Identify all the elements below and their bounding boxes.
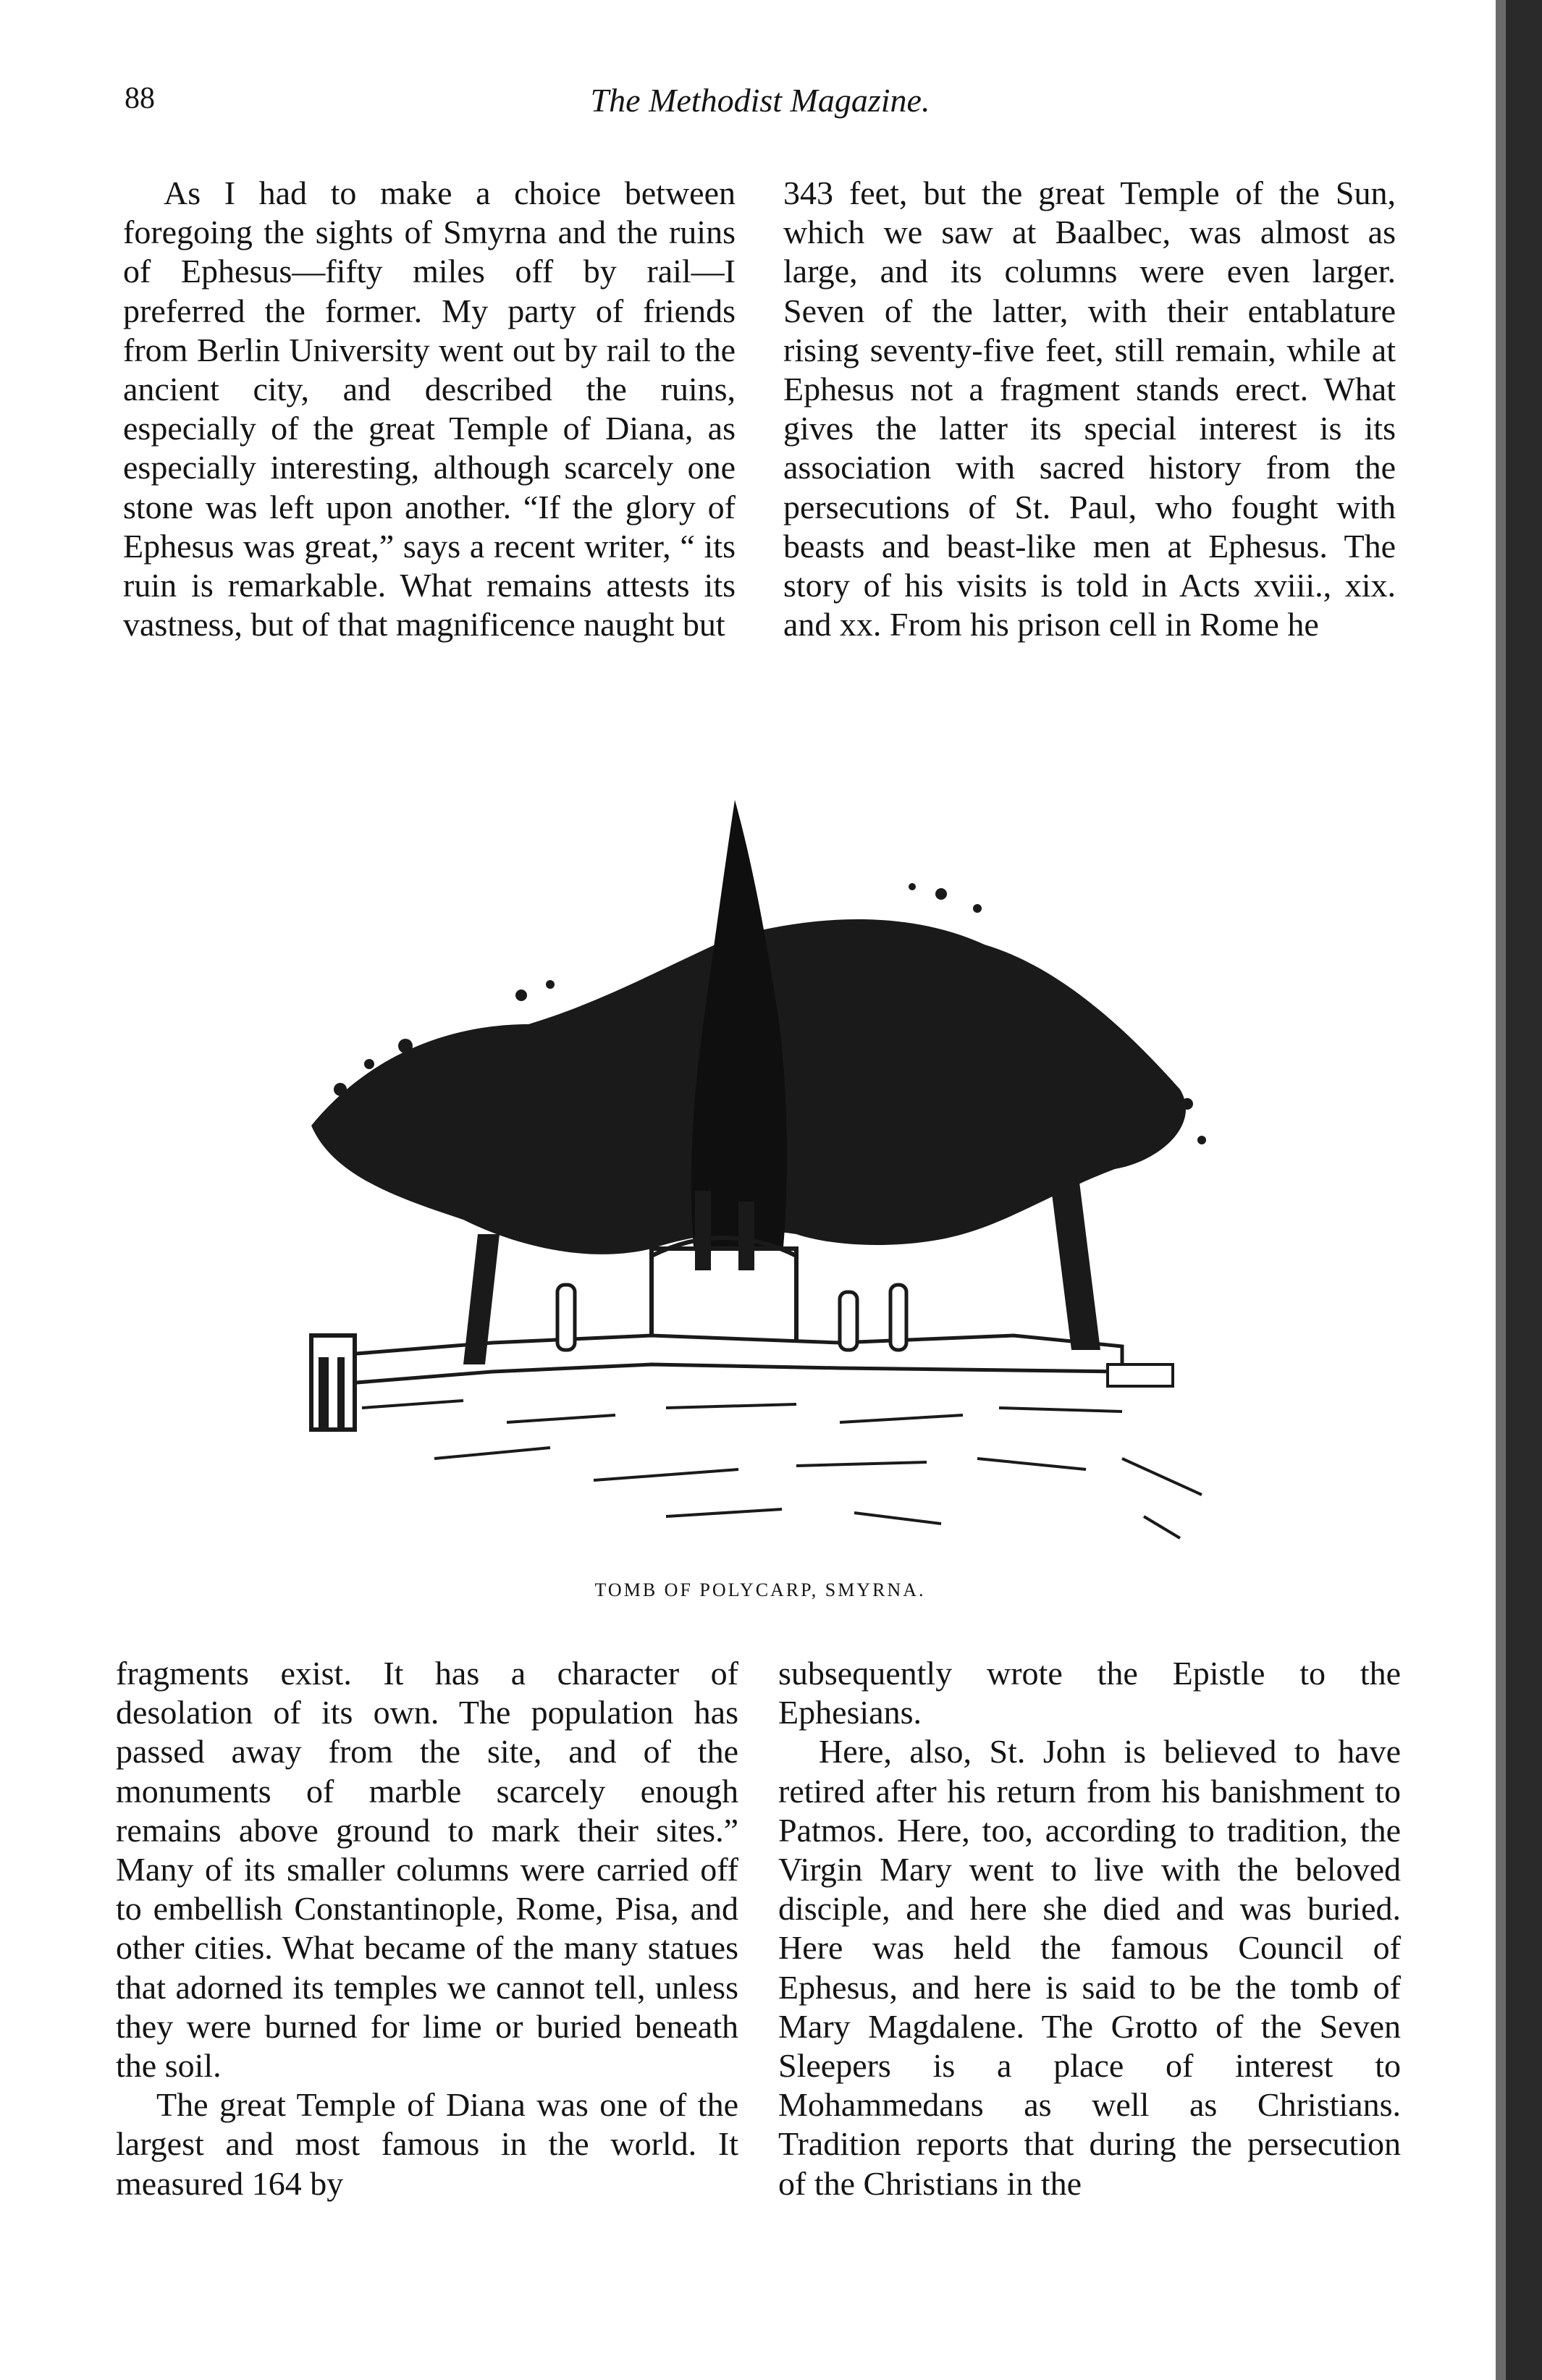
scan-edge-shadow: [1490, 0, 1542, 2380]
tomb-engraving: [290, 785, 1267, 1574]
page-number: 88: [125, 82, 155, 115]
paragraph: Here, also, St. John is believed to have retired after his return from his banishment to Patmos. Here, too, according to tradition, the Virgin Mary went to live with the beloved disciple, and here she died and was buried. Here was held the famous Council of Ephesus, and here is said to be the tomb of Mary Magdalene. The Grotto of the Seven Sleepers is a place of interest to Mohammedans as well as Christians. Tradition reports that during the persecution of the Christians in the: [778, 1733, 1401, 2202]
paragraph: subsequently wrote the Epistle to the Ephesians.: [778, 1655, 1401, 1731]
gate-post: [311, 1335, 355, 1430]
column-top-right: [783, 174, 1396, 644]
paragraph: As I had to make a choice between foregoing the sights of Smyrna and the ruins of Ephesus—fifty miles off by rail—I preferred the former. My party of friends from Berlin University went out by rail to the ancient city, and described the ruins, especially of the great Temple of Diana, as especially interesting, although scarcely one stone was left upon another. “If the glory of Ephesus was great,” says a recent writer, “ its ruin is remarkable. What remains attests its vastness, but of that magnificence naught but: [123, 174, 736, 643]
paragraph: fragments exist. It has a character of desolation of its own. The population has passed away from the site, and of the monuments of marble scarcely enough remains above ground to mark their sites.” Many of its smaller columns were carried off to embellish Constantinople, Rome, Pisa, and other cities. What became of the many statues that adorned its temples we cannot tell, unless they were burned for lime or buried beneath the soil.: [116, 1655, 738, 2085]
column-top-left: [123, 174, 736, 644]
column-bottom-right: [778, 1654, 1401, 2203]
cemetery-wall: [311, 1335, 1122, 1386]
paragraph: 343 feet, but the great Temple of the Sun, which we saw at Baalbec, was almost as large, and its columns were even larger. Seven of the latter, with their entablature rising seventy-five feet, still remain, while at Ephesus not a fragment stands erect. What gives the latter its special interest is its association with sacred history from the persecutions of St. Paul, who fought with beasts and beast-like men at Ephesus. The story of his visits is told in Acts xviii., xix. and xx. From his prison cell in Rome he: [783, 174, 1396, 643]
column-bottom-left: [116, 1654, 738, 2203]
paragraph: The great Temple of Diana was one of the largest and most famous in the world. It measured 164 by: [116, 2086, 738, 2202]
figure-caption: TOMB OF POLYCARP, SMYRNA.: [594, 1579, 926, 1600]
running-title: The Methodist Magazine.: [590, 82, 930, 119]
